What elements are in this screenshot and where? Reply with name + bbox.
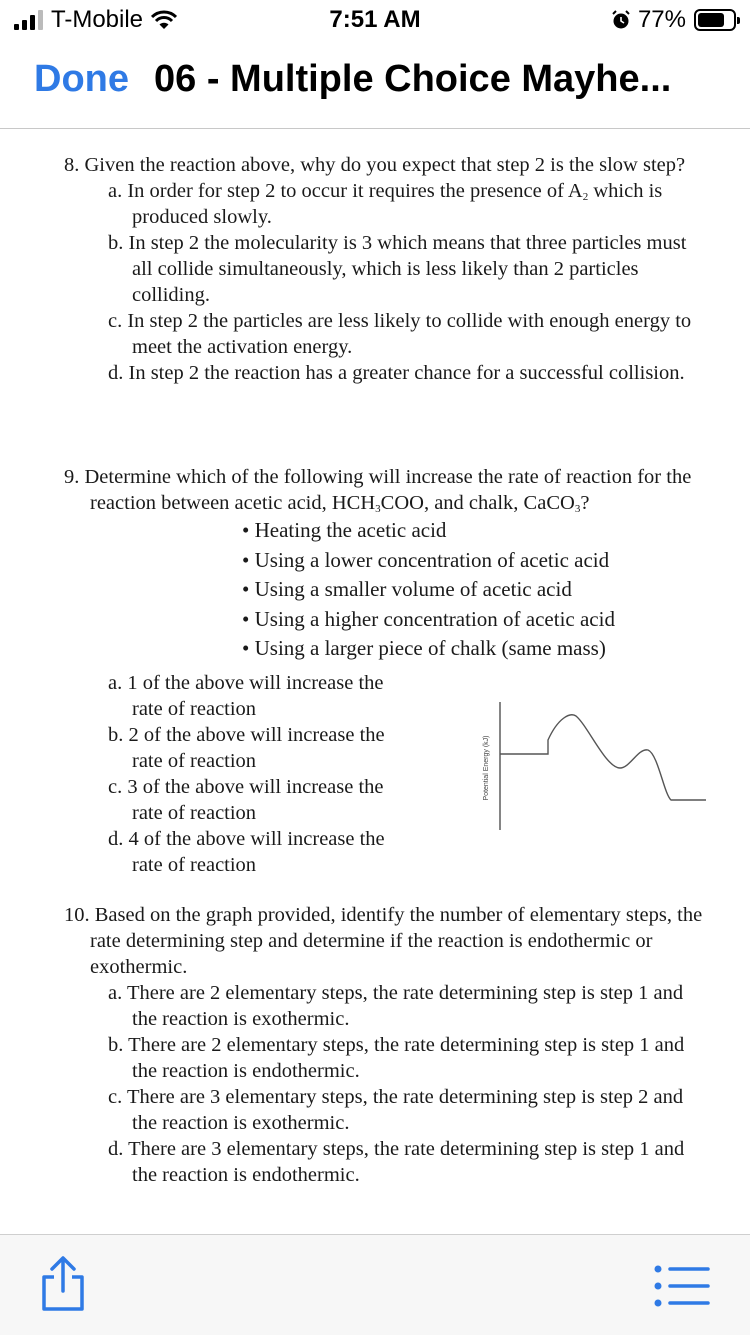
energy-curve [500,715,706,800]
carrier-name: T-Mobile [51,6,144,33]
bullet-item: • Using a lower concentration of acetic acid [242,546,704,576]
q9-stem-end: ? [580,492,590,514]
status-right [612,6,736,34]
list-icon[interactable] [652,1263,710,1309]
document-title: 06 - Multiple Choice Mayhe... [154,58,672,100]
nav-bar [0,40,750,129]
question-9-option-c: c. 3 of the above will increase the rate of reaction [108,775,384,824]
question-10-option-d: d. There are 3 elementary steps, the rate determining step is step 1 and the reaction is endothermic. [108,1138,685,1186]
bullet-item: • Using a smaller volume of acetic acid [242,575,704,605]
question-8 [64,152,704,386]
battery-percent: 77% [637,6,686,33]
question-9-option-d: d. 4 of the above will increase the rate of reaction [108,827,385,876]
question-8-option-b: b. In step 2 the molecularity is 3 which means that three particles must all collide simultaneously, which is less likely than 2 particles colliding. [108,232,687,306]
question-9-stem [64,464,704,516]
q9-subscript-2: 3 [574,503,581,515]
question-10-option-b: b. There are 2 elementary steps, the rate determining step is step 1 and the reaction is endothermic. [108,1034,685,1082]
q8-a-text: a. In order for step 2 to occur it requires the presence of A [108,180,583,202]
question-10-option-a: a. There are 2 elementary steps, the rate determining step is step 1 and the reaction is exothermic. [108,982,684,1030]
battery-icon [694,9,736,31]
document-page [0,130,750,1234]
question-10-stem: 10. Based on the graph provided, identify the number of elementary steps, the rate determining step and determine if the reaction is endothermic or exothermic. [64,904,703,978]
bottom-toolbar [0,1234,750,1335]
q8-a-text-end: which is produced slowly. [132,180,663,228]
share-icon[interactable] [38,1255,88,1313]
graph-y-label: Potential Energy (kJ) [483,735,490,801]
q8-a-subscript: 2 [582,191,589,203]
question-9-option-a: a. 1 of the above will increase the rate of reaction [108,671,384,720]
bullet-item: • Using a larger piece of chalk (same mass) [242,634,704,664]
question-8-option-d: d. In step 2 the reaction has a greater chance for a successful collision. [108,362,685,384]
question-10 [64,902,704,1188]
question-8-option-a [108,178,704,230]
q9-stem-mid: COO, and chalk, CaCO [380,492,575,514]
question-9-option-b: b. 2 of the above will increase the rate of reaction [108,723,385,772]
status-bar [0,0,750,40]
energy-diagram [478,698,710,834]
question-8-option-c: c. In step 2 the particles are less likely to collide with enough energy to meet the activation energy. [108,310,692,358]
q9-subscript-1: 3 [375,503,381,515]
bullet-item: • Using a higher concentration of acetic acid [242,605,704,635]
clock: 7:51 AM [329,6,421,33]
bullet-item: • Heating the acetic acid [242,516,704,546]
question-9-options [64,670,404,878]
question-9-bullets [242,516,704,664]
done-button[interactable]: Done [34,58,129,100]
question-8-stem: 8. Given the reaction above, why do you expect that step 2 is the slow step? [64,154,686,176]
battery-fill [698,13,724,27]
question-10-option-c: c. There are 3 elementary steps, the rate determining step is step 2 and the reaction is exothermic. [108,1086,684,1134]
alarm-icon [612,10,630,30]
q9-stem-text: 9. Determine which of the following will increase the rate of reaction for the reaction between acetic acid, HCH [64,466,692,514]
